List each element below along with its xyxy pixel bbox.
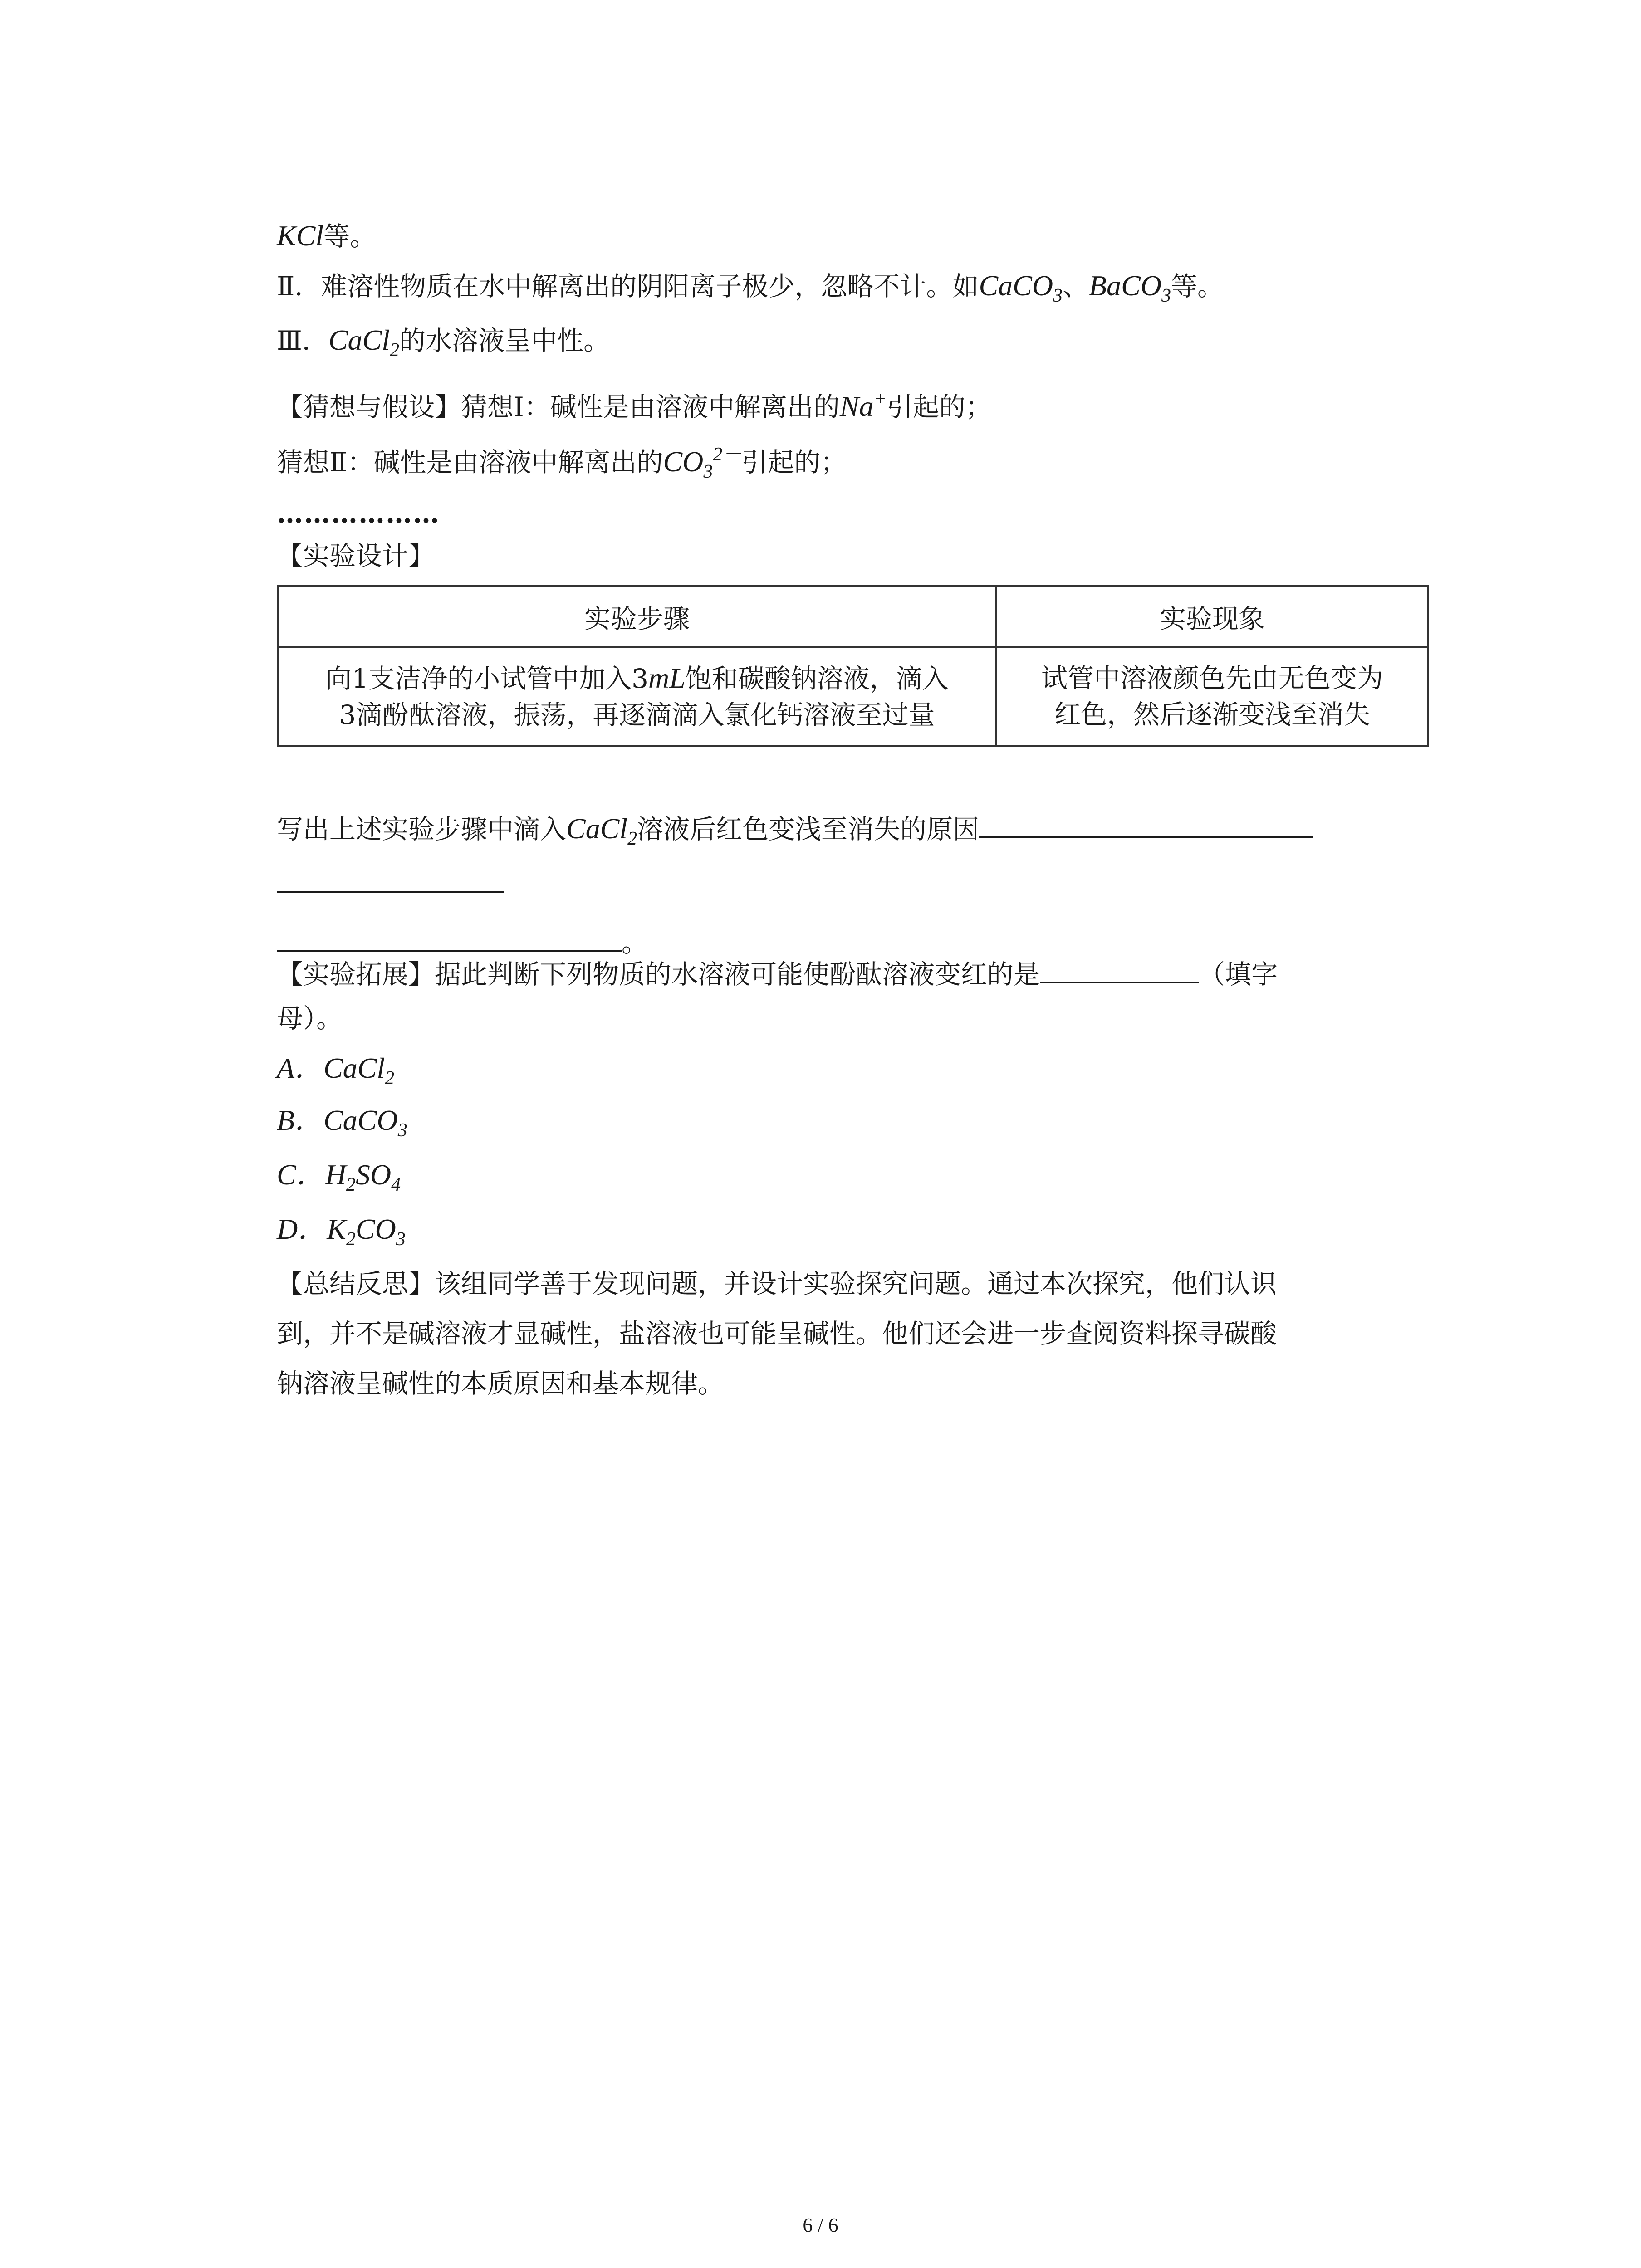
- option-b[interactable]: B．CaCO$_3$: [277, 1104, 407, 1141]
- ellipsis-dots: ………………: [277, 498, 440, 529]
- table-header-row: [278, 586, 1428, 647]
- heading-experiment-design: 【实验设计】: [277, 540, 435, 571]
- formula-baco3: BaCO$_3$: [1089, 269, 1171, 306]
- line-extension-cont: 母）。: [277, 1003, 343, 1034]
- line-insoluble: Ⅱ．难溶性物质在水中解离出的阴阳离子极少，忽略不计。如CaCO$_3$、BaCO$_3$等。: [277, 269, 1224, 306]
- page-number: 6 / 6: [803, 2214, 838, 2236]
- formula-cacl2-q: CaCl$_2$: [566, 812, 637, 849]
- line-question-reason: 写出上述实验步骤中滴入CaCl$_2$溶液后红色变浅至消失的原因: [277, 807, 1313, 857]
- line-cacl2-neutral: Ⅲ．CaCl$_2$的水溶液呈中性。: [277, 324, 610, 361]
- cell-steps: 向1支洁净的小试管中加入3mL饱和碳酸钠溶液，滴入 3滴酚酞溶液，振荡，再逐滴滴入氯化钙溶液至过量: [278, 647, 996, 746]
- experiment-table: [277, 585, 1429, 747]
- formula-na-ion: Na+: [839, 389, 887, 422]
- line-extension: 【实验拓展】据此判断下列物质的水溶液可能使酚酞溶液变红的是 （填字: [277, 953, 1278, 992]
- answer-blank-1[interactable]: [979, 807, 1313, 838]
- option-c[interactable]: C．$H_2SO_4$: [277, 1158, 401, 1195]
- summary-line-2: 到，并不是碱溶液才显碱性，盐溶液也可能呈碱性。他们还会进一步查阅资料探寻碳酸: [277, 1318, 1277, 1349]
- formula-kcl: KCl: [277, 220, 324, 252]
- line-hypothesis-1: 【猜想与假设】猜想Ⅰ：碱性是由溶液中解离出的Na+引起的；: [277, 389, 992, 422]
- formula-co3-ion: $CO_3^{2-}$: [663, 444, 742, 482]
- answer-blank-3[interactable]: [277, 921, 622, 952]
- cell-phenomena: 试管中溶液颜色先由无色变为 红色，然后逐渐变浅至消失: [996, 647, 1428, 746]
- header-phenomena: 实验现象: [996, 586, 1428, 647]
- line-hypothesis-2: 猜想Ⅱ：碱性是由溶液中解离出的$CO_3^{2-}$引起的；: [277, 444, 847, 482]
- header-steps: 实验步骤: [278, 586, 996, 647]
- line-answer-2: [277, 862, 504, 902]
- answer-blank-2[interactable]: [277, 862, 504, 893]
- answer-blank-extension[interactable]: [1040, 953, 1199, 983]
- formula-cacl2: CaCl$_2$: [328, 324, 400, 361]
- summary-line-3: 钠溶液呈碱性的本质原因和基本规律。: [277, 1368, 725, 1399]
- option-d[interactable]: D．$K_2CO_3$: [277, 1213, 406, 1250]
- formula-caco3: CaCO$_3$: [979, 269, 1063, 306]
- table-row: [278, 647, 1428, 746]
- line-answer-3: 。: [277, 921, 648, 961]
- line-kcl: KCl等。: [277, 220, 377, 252]
- option-a[interactable]: A．CaCl$_2$: [277, 1052, 395, 1089]
- summary-line-1: 【总结反思】该组同学善于发现问题，并设计实验探究问题。通过本次探究，他们认识: [277, 1268, 1277, 1299]
